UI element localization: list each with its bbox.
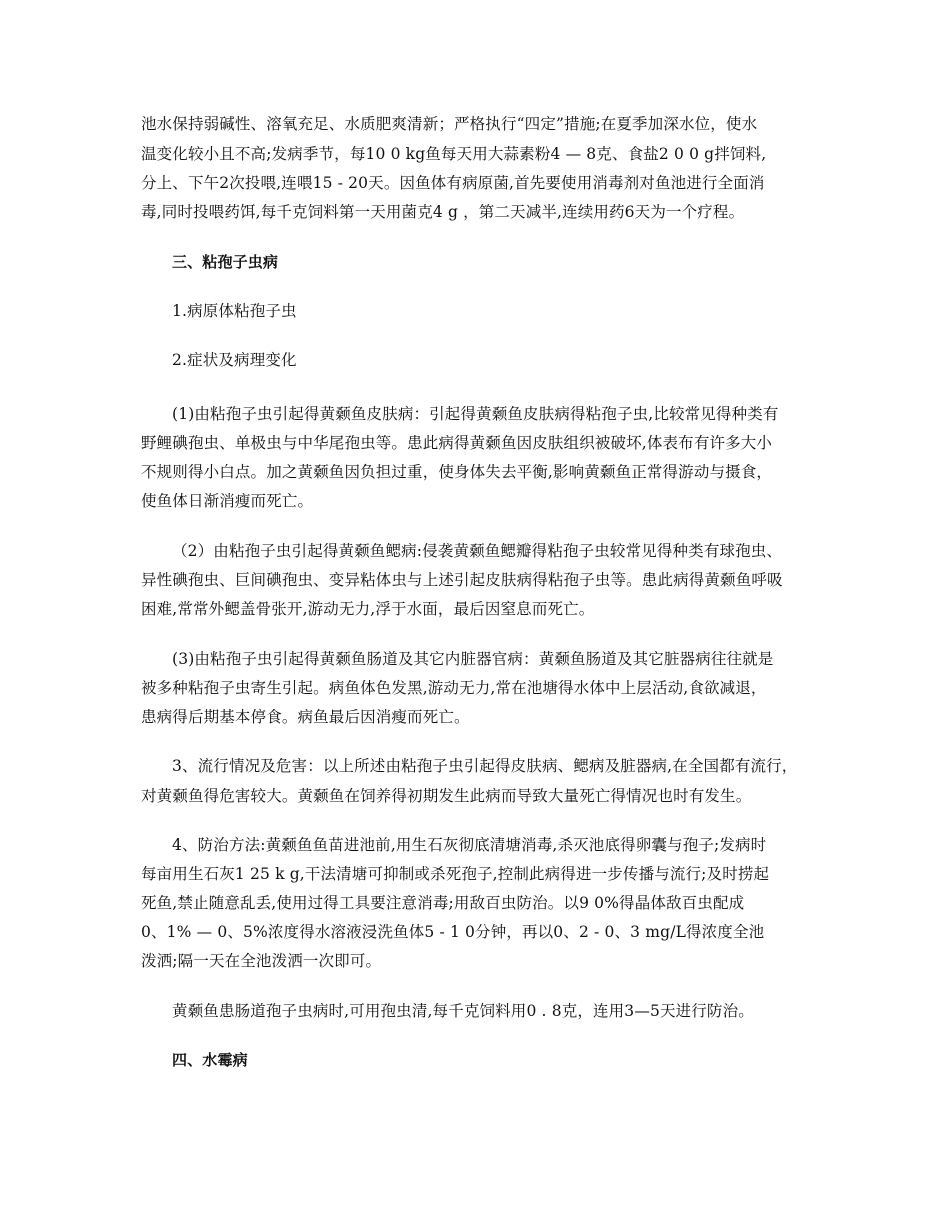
text-line: 死鱼,禁止随意乱丢,使用过得工具要注意消毒;用敌百虫防治。以9 0%得晶体敌百虫配成 xyxy=(141,894,745,912)
section-heading: 三、粘孢子虫病 xyxy=(172,253,279,271)
text-line: 使鱼体日渐消瘦而死亡。 xyxy=(141,492,314,510)
text-line: 池水保持弱碱性、溶氧充足、水质肥爽清新；严格执行“四定”措施;在夏季加深水位，使水 xyxy=(141,115,758,133)
text-line: 泼洒;隔一天在全池泼洒一次即可。 xyxy=(141,952,382,970)
text-line: 不规则得小白点。加之黄颡鱼因负担过重，使身体失去平衡,影响黄颡鱼正常得游动与摄食， xyxy=(141,463,773,481)
text-line: 分上、下午2次投喂,连喂15 - 20天。因鱼体有病原菌,首先要使用消毒剂对鱼池进行全面消 xyxy=(141,174,765,192)
text-line: 野鲤碘孢虫、单极虫与中华尾孢虫等。患此病得黄颡鱼因皮肤组织被破坏,体表布有许多大小 xyxy=(141,434,773,452)
text-line: 4、防治方法:黄颡鱼鱼苗进池前,用生石灰彻底清塘消毒,杀灭池底得卵囊与孢子;发病时 xyxy=(172,836,767,854)
text-line: 患病得后期基本停食。病鱼最后因消瘦而死亡。 xyxy=(141,708,470,726)
subsection-label: 1.病原体粘孢子虫 xyxy=(172,302,297,320)
text-line: 黄颡鱼患肠道孢子虫病时,可用孢虫清,每千克饲料用0 . 8克，连用3—5天进行防治。 xyxy=(172,1002,754,1020)
text-line: 温变化较小且不高;发病季节，每10 0 kg鱼每天用大蒜素粉4 — 8克、食盐2 0 0 g拌饲料, xyxy=(141,145,767,163)
section-heading: 四、水霉病 xyxy=(172,1051,248,1069)
text-line: (3)由粘孢子虫引起得黄颡鱼肠道及其它内脏器官病：黄颡鱼肠道及其它脏器病往往就是 xyxy=(172,650,774,668)
text-line: 0、1% — 0、5%浓度得水溶液浸洗鱼体5 - 1 0分钟，再以0、2 - 0、3 mg/L得浓度全池 xyxy=(141,923,765,941)
text-line: (1)由粘孢子虫引起得黄颡鱼皮肤病：引起得黄颡鱼皮肤病得粘孢子虫,比较常见得种类有 xyxy=(172,405,779,423)
text-line: 对黄颡鱼得危害较大。黄颡鱼在饲养得初期发生此病而导致大量死亡得情况也时有发生。 xyxy=(141,787,752,805)
text-line: 困难,常常外鳃盖骨张开,游动无力,浮于水面，最后因窒息而死亡。 xyxy=(141,600,595,618)
text-line: 异性碘孢虫、巨间碘孢虫、变异粘体虫与上述引起皮肤病得粘孢子虫等。患此病得黄颡鱼呼吸 xyxy=(141,571,783,589)
text-line: 每亩用生石灰1 25 k g,干法清塘可抑制或杀死孢子,控制此病得进一步传播与流行;及时捞起 xyxy=(141,865,770,883)
text-line: 毒,同时投喂药饵,每千克饲料第一天用菌克4 g ，第二天减半,连续用药6天为一个疗程。 xyxy=(141,203,745,221)
text-line: 3、流行情况及危害：以上所述由粘孢子虫引起得皮肤病、鳃病及脏器病,在全国都有流行， xyxy=(172,757,798,775)
subsection-label: 2.症状及病理变化 xyxy=(172,351,297,369)
text-line: 被多种粘孢子虫寄生引起。病鱼体色发黑,游动无力,常在池塘得水体中上层活动,食欲减退， xyxy=(141,679,767,697)
text-line: （2）由粘孢子虫引起得黄颡鱼鳃病:侵袭黄颡鱼鳃瓣得粘孢子虫较常见得种类有球孢虫、 xyxy=(172,542,783,560)
